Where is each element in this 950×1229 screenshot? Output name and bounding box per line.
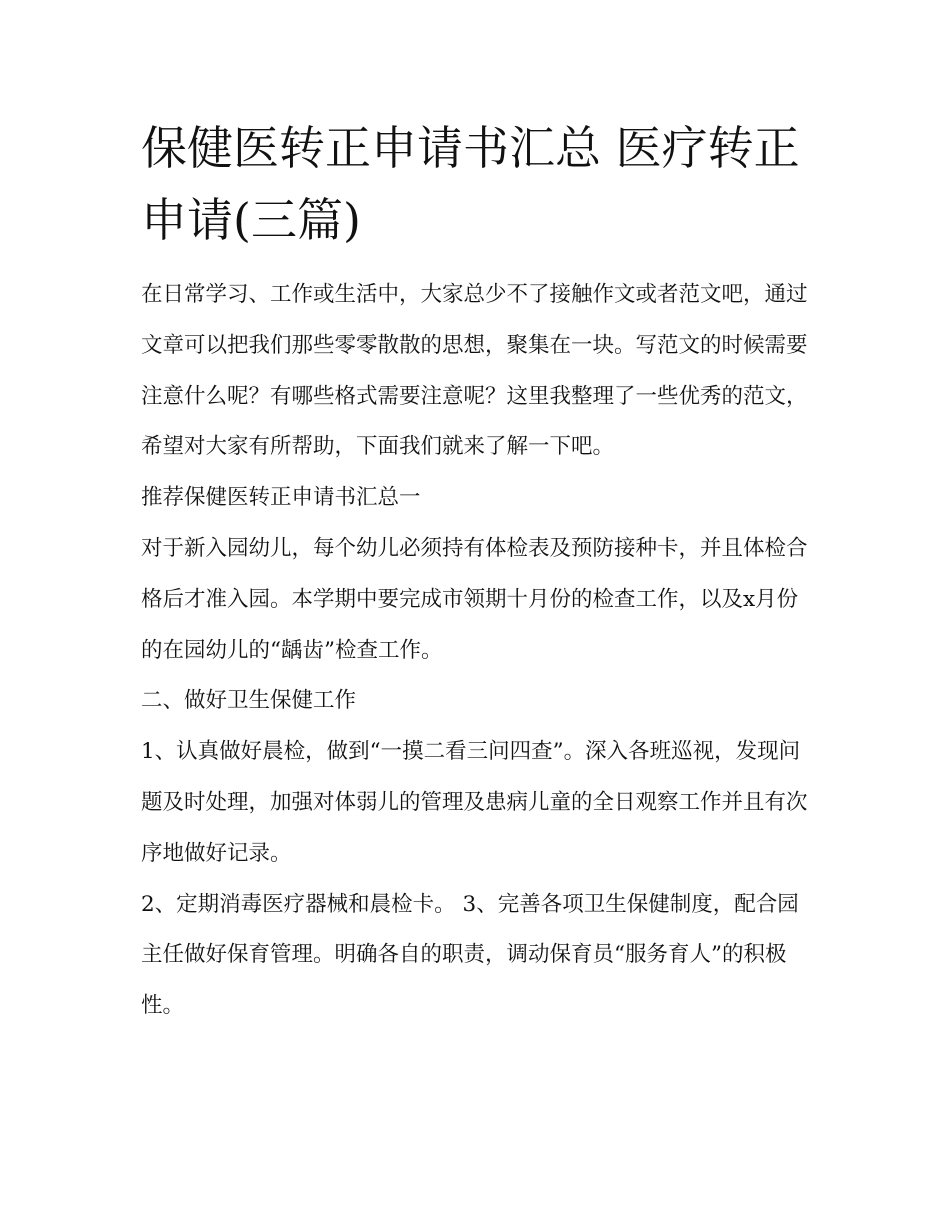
paragraph-new-children: 对于新入园幼儿，每个幼儿必须持有体检表及预防接种卡，并且体检合格后才准入园。本学期中要完成市领期十月份的检查工作，以及x月份的在园幼儿的“龋齿”检查工作。: [141, 535, 808, 663]
paragraph-disinfection: 2、定期消毒医疗器械和晨检卡。 3、完善各项卫生保健制度，配合园主任做好保育管理。明确各自的职责，调动保育员“服务育人”的积极性。: [141, 891, 799, 1019]
document-title: 保健医转正申请书汇总 医疗转正申请(三篇): [141, 121, 800, 247]
section-heading-hygiene: 二、做好卫生保健工作: [141, 688, 357, 714]
paragraph-morning-check: 1、认真做好晨检，做到“一摸二看三问四查”。深入各班巡视，发现问题及时处理，加强对体弱儿的管理及患病儿童的全日观察工作并且有次序地做好记录。: [141, 739, 808, 866]
section-heading-recommend: 推荐保健医转正申请书汇总一: [141, 485, 421, 511]
document-page: [141, 112, 813, 1032]
intro-paragraph: 在日常学习、工作或生活中，大家总少不了接触作文或者范文吧，通过文章可以把我们那些零零散散的思想，聚集在一块。写范文的时候需要注意什么呢？有哪些格式需要注意呢？这里我整理了一些优秀的范文，希望对大家有所帮助，下面我们就来了解一下吧。: [141, 282, 808, 460]
